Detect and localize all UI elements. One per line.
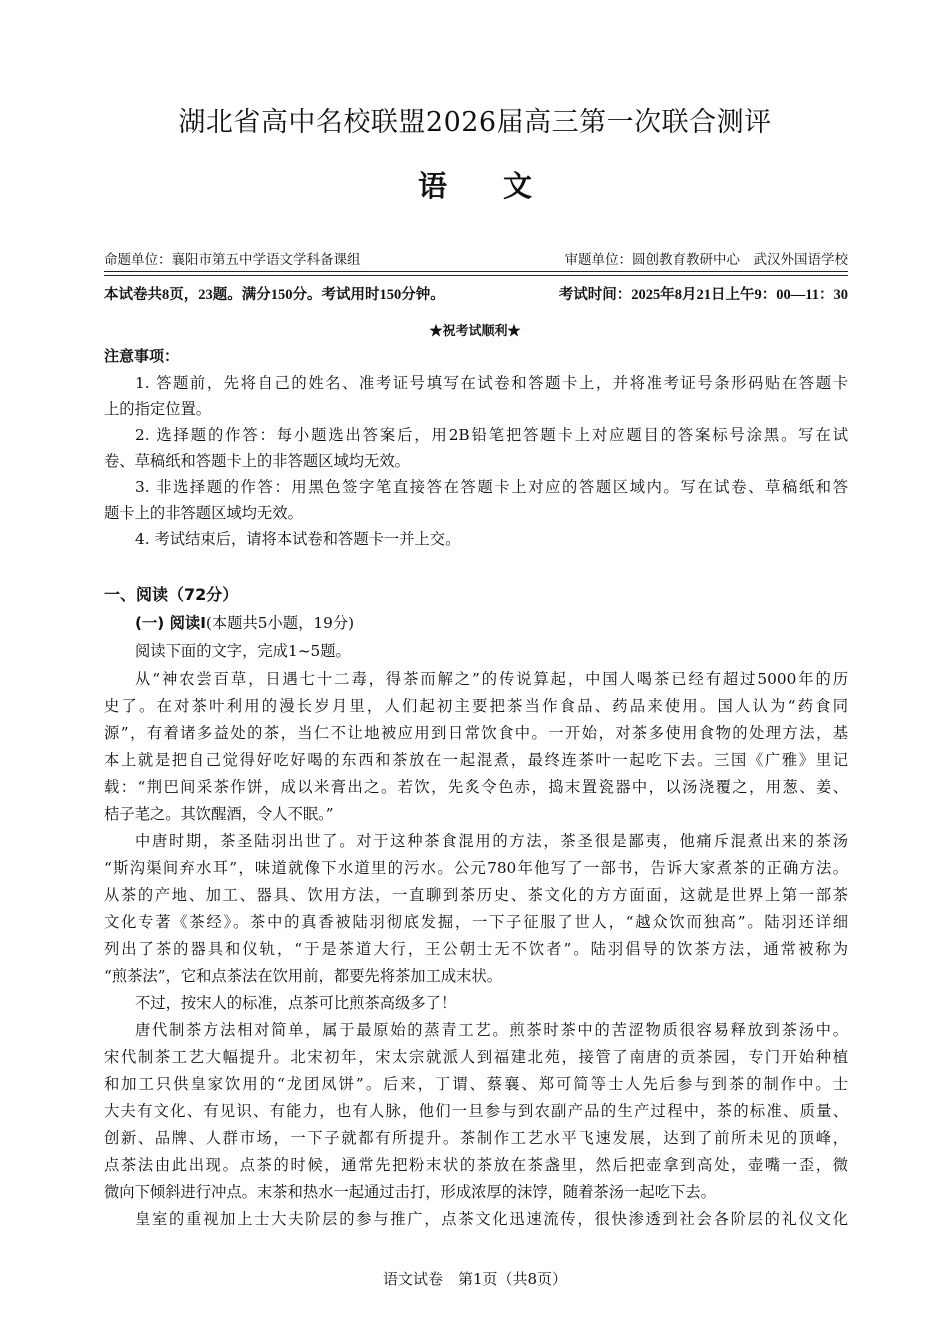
text-line: 从“神农尝百草，日遇七十二毒，得茶而解之”的传说算起，中国人喝茶已经有超过5000年的历 xyxy=(135,670,848,688)
good-luck-banner: ★祝考试顺利★ xyxy=(429,324,521,339)
subject-char: 语 xyxy=(417,169,447,203)
text-line: 桔子芼之。其饮醒酒，令人不眠。” xyxy=(104,805,334,823)
text-line: “煎茶法”，它和点茶法在饮用前，都要先将茶加工成末状。 xyxy=(104,967,503,985)
text-line: 点茶法由此出现。点茶的时候，通常先把粉末状的茶放在茶盏里，然后把壶拿到高处，壶嘴一歪，微 xyxy=(104,1156,848,1174)
text-line: 皇室的重视加上士大夫阶层的参与推广，点茶文化迅速流传，很快渗透到社会各阶层的礼仪文化 xyxy=(135,1210,848,1228)
exam-title: 湖北省高中名校联盟2026届高三第一次联合测评 xyxy=(178,107,772,138)
text-line: 创新、品牌、人群市场，一下子就都有所提升。茶制作工艺水平飞速发展，达到了前所未见的顶峰， xyxy=(104,1129,848,1147)
reviewer-unit: 审题单位：圆创教育教研中心 武汉外国语学校 xyxy=(564,252,848,268)
subsection-heading xyxy=(135,611,354,633)
text-line: 文化专著《茶经》。茶中的真香被陆羽彻底发掘，一下子征服了世人，“越众饮而独高”。陆羽还详细 xyxy=(104,913,848,931)
text-line: 不过，按宋人的标准，点茶可比煎茶高级多了！ xyxy=(135,994,457,1012)
text-line: 宋代制茶工艺大幅提升。北宋初年，宋太宗就派人到福建北苑，接管了南唐的贡茶园，专门开始种植 xyxy=(104,1048,848,1066)
text-line: 1. 答题前，先将自己的姓名、准考证号填写在试卷和答题卡上，并将准考证号条形码贴在答题卡 xyxy=(135,374,848,392)
text-line: 史了。在对茶叶利用的漫长岁月里，人们起初主要把茶当作食品、药品来使用。国人认为“药食同 xyxy=(104,697,848,715)
author-unit: 命题单位：襄阳市第五中学语文学科备课组 xyxy=(104,252,361,268)
exam-header xyxy=(104,248,848,268)
text-line: 上的指定位置。 xyxy=(104,400,212,418)
page-footer: 语文试卷 第1页（共8页） xyxy=(382,1270,568,1288)
text-line: 3. 非选择题的作答：用黑色签字笔直接答在答题卡上对应的答题区域内。写在试卷、草稿纸和答 xyxy=(135,478,848,496)
text-line: 源”，有着诸多益处的茶，当仁不让地被应用到日常饮食中。一开始，对茶多使用食物的处理方法，基 xyxy=(104,724,848,742)
text-line: 列出了茶的器具和仪轨，“于是茶道大行，王公朝士无不饮者”。陆羽倡导的饮茶方法，通常被称为 xyxy=(104,940,848,958)
notes-heading: 注意事项： xyxy=(104,347,180,365)
text-line: 载：“荆巴间采茶作饼，成以米膏出之。若饮，先炙令色赤，捣末置瓷器中，以汤浇覆之，用葱、姜、 xyxy=(104,778,848,796)
subsection-label: (一) 阅读Ⅰ xyxy=(135,614,206,632)
text-line: 大夫有文化、有见识、有能力，也有人脉，他们一旦参与到农副产品的生产过程中，茶的标准、质量、 xyxy=(104,1102,848,1120)
text-line: 本上就是把自己觉得好吃好喝的东西和茶放在一起混煮，最终连茶叶一起吃下去。三国《广雅》里记 xyxy=(104,751,848,769)
text-line: 和加工只供皇家饮用的“龙团凤饼”。后来，丁谓、蔡襄、郑可简等士人先后参与到茶的制作中。士 xyxy=(104,1075,848,1093)
reading-passage xyxy=(104,666,848,1233)
text-line: 4. 考试结束后，请将本试卷和答题卡一并上交。 xyxy=(135,530,461,548)
text-line: 2. 选择题的作答：每小题选出答案后，用2B铅笔把答题卡上对应题目的答案标号涂黑。写在试 xyxy=(135,426,848,444)
text-line: 微向下倾斜进行冲点。末茶和热水一起通过击打，形成浓厚的沫饽，随着茶汤一起吃下去。 xyxy=(104,1183,716,1201)
subject-title xyxy=(0,164,950,205)
text-line: “斯沟渠间弃水耳”，味道就像下水道里的污水。公元780年他写了一部书，告诉大家煮茶的正确方法。 xyxy=(104,859,848,877)
text-line: 题卡上的非答题区域均无效。 xyxy=(104,504,303,522)
double-divider xyxy=(104,271,848,276)
subject-char: 文 xyxy=(503,169,533,203)
section-heading: 一、阅读（72分） xyxy=(104,585,239,604)
exam-summary: 本试卷共8页，23题。满分150分。考试用时150分钟。 xyxy=(104,287,445,303)
text-line: 从茶的产地、加工、器具、饮用方法，一直聊到茶历史、茶文化的方方面面，这就是世界上第一部茶 xyxy=(104,886,848,904)
reading-instruction: 阅读下面的文字，完成1~5题。 xyxy=(135,642,351,660)
notes-list xyxy=(104,370,848,552)
text-line: 卷、草稿纸和答题卡上的非答题区域均无效。 xyxy=(104,452,410,470)
text-line: 中唐时期，茶圣陆羽出世了。对于这种茶食混用的方法，茶圣很是鄙夷，他痛斥混煮出来的茶汤 xyxy=(135,832,848,850)
exam-info xyxy=(104,283,848,304)
exam-time: 考试时间：2025年8月21日上午9：00—11：30 xyxy=(558,287,848,303)
text-line: 唐代制茶方法相对简单，属于最原始的蒸青工艺。煎茶时茶中的苦涩物质很容易释放到茶汤中。 xyxy=(135,1021,848,1039)
subsection-detail: (本题共5小题，19分) xyxy=(205,614,355,632)
